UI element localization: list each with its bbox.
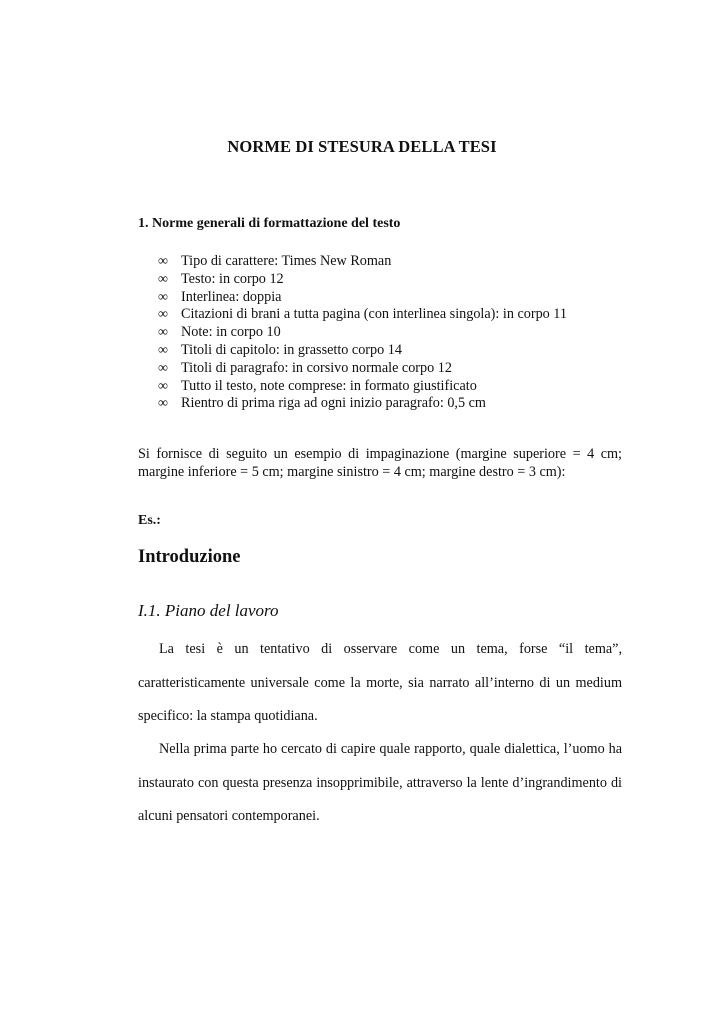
list-item xyxy=(158,342,567,360)
body-paragraph: Nella prima parte ho cercato di capire quale rapporto, quale dialettica, l’uomo ha instaurato con questa presenza insopprimibile, attraverso la lente d’ingrandimento di alcuni pensatori contemporanei. xyxy=(138,741,622,825)
rule-text: Testo: in corpo 12 xyxy=(181,270,284,287)
infinity-bullet-icon: ∞ xyxy=(158,342,168,358)
list-item xyxy=(158,306,567,324)
infinity-bullet-icon: ∞ xyxy=(158,289,168,305)
paragraph-title: I.1. Piano del lavoro xyxy=(138,601,279,620)
rule-text: Rientro di prima riga ad ogni inizio paragrafo: 0,5 cm xyxy=(181,395,486,412)
rule-text: Tutto il testo, note comprese: in formato giustificato xyxy=(181,377,477,394)
example-intro-text: Si fornisce di seguito un esempio di impaginazione (margine superiore = 4 cm; margine inferiore = 5 cm; margine sinistro = 4 cm; margine destro = 3 cm): xyxy=(138,446,622,480)
document-title: NORME DI STESURA DELLA TESI xyxy=(227,137,497,156)
section-heading: 1. Norme generali di formattazione del testo xyxy=(138,216,401,231)
example-label: Es.: xyxy=(138,513,161,528)
rule-text: Tipo di carattere: Times New Roman xyxy=(181,253,392,269)
infinity-bullet-icon: ∞ xyxy=(158,254,168,269)
infinity-bullet-icon: ∞ xyxy=(158,271,168,287)
rule-text: Titoli di paragrafo: in corsivo normale corpo 12 xyxy=(181,359,452,376)
infinity-bullet-icon: ∞ xyxy=(158,360,168,376)
list-item xyxy=(158,289,567,307)
formatting-rules-list xyxy=(158,253,567,413)
list-item xyxy=(158,253,567,271)
list-item xyxy=(158,378,567,396)
infinity-bullet-icon: ∞ xyxy=(158,307,168,323)
rule-text: Note: in corpo 10 xyxy=(181,324,281,341)
infinity-bullet-icon: ∞ xyxy=(158,325,168,341)
rule-text: Interlinea: doppia xyxy=(181,288,282,305)
body-paragraph: La tesi è un tentativo di osservare come un tema, forse “il tema”, caratteristicamente universale come la morte, sia narrato all’interno di un medium specifico: la stampa quotidiana. xyxy=(138,641,622,725)
list-item xyxy=(158,360,567,378)
list-item xyxy=(158,271,567,289)
rule-text: Titoli di capitolo: in grassetto corpo 14 xyxy=(181,341,402,358)
chapter-title: Introduzione xyxy=(138,547,241,567)
infinity-bullet-icon: ∞ xyxy=(158,396,168,412)
list-item xyxy=(158,395,567,413)
rule-text: Citazioni di brani a tutta pagina (con interlinea singola): in corpo 11 xyxy=(181,306,567,323)
list-item xyxy=(158,324,567,342)
infinity-bullet-icon: ∞ xyxy=(158,378,168,394)
